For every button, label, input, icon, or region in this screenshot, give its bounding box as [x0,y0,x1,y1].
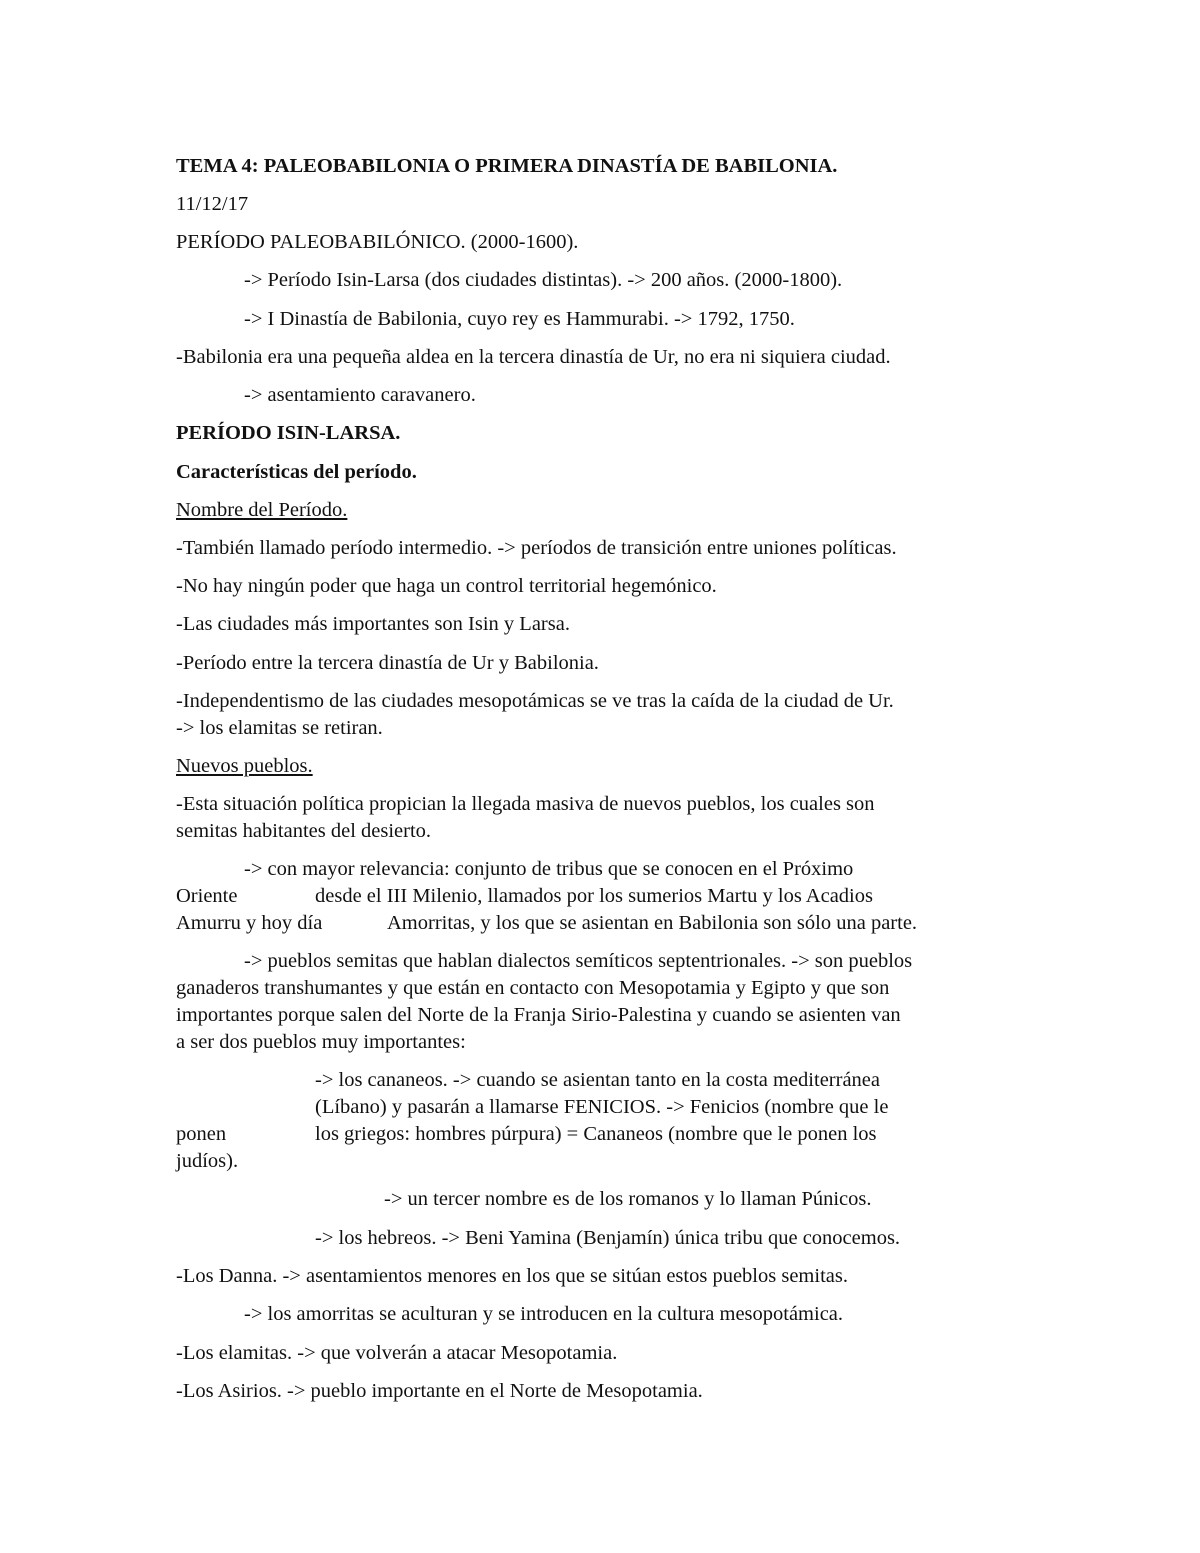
paragraph-line: -> los cananeos. -> cuando se asientan tanto en la costa mediterránea [315,1069,881,1091]
paragraph-line: -Babilonia era una pequeña aldea en la tercera dinastía de Ur, no era ni siquiera ciudad. [176,346,891,368]
paragraph-line: -Los elamitas. -> que volverán a atacar Mesopotamia. [176,1342,618,1364]
paragraph-line: los griegos: hombres púrpura) = Cananeos (nombre que le ponen los [315,1123,877,1145]
list-item: -Las ciudades más importantes son Isin y Larsa. [176,613,570,635]
paragraph-line: -> con mayor relevancia: conjunto de tribus que se conocen en el Próximo [244,858,854,880]
list-item: -No hay ningún poder que haga un control territorial hegemónico. [176,575,717,597]
paragraph-line: -Esta situación política propician la llegada masiva de nuevos pueblos, los cuales son [176,793,875,815]
list-item: -> los elamitas se retiran. [176,717,383,739]
paragraph-line: ponen [176,1123,227,1145]
paragraph-line: Oriente [176,885,238,907]
list-item: -También llamado período intermedio. -> períodos de transición entre uniones políticas. [176,537,897,559]
subsection-heading: Nombre del Período. [176,499,348,521]
subsection-heading: Características del período. [176,461,417,483]
paragraph-line: -Los Asirios. -> pueblo importante en el Norte de Mesopotamia. [176,1380,703,1402]
paragraph-line: judíos). [176,1150,239,1172]
paragraph-line: ganaderos transhumantes y que están en contacto con Mesopotamia y Egipto y que son [176,977,890,999]
paragraph-line: desde el III Milenio, llamados por los sumerios Martu y los Acadios [315,885,873,907]
list-item: -Período entre la tercera dinastía de Ur y Babilonia. [176,652,599,674]
section-heading: PERÍODO ISIN-LARSA. [176,422,401,444]
paragraph-line: Amorritas, y los que se asientan en Babilonia son sólo una parte. [387,912,918,934]
list-item: -Independentismo de las ciudades mesopotámicas se ve tras la caída de la ciudad de Ur. [176,690,894,712]
paragraph-line: Amurru y hoy día [176,912,323,934]
paragraph-line: -> asentamiento caravanero. [244,384,476,406]
period-heading: PERÍODO PALEOBABILÓNICO. (2000-1600). [176,231,579,253]
paragraph-line: -> un tercer nombre es de los romanos y lo llaman Púnicos. [384,1188,872,1210]
period-item: -> I Dinastía de Babilonia, cuyo rey es Hammurabi. -> 1792, 1750. [244,308,795,330]
paragraph-line: -> los amorritas se aculturan y se introducen en la cultura mesopotámica. [244,1303,844,1325]
paragraph-line: semitas habitantes del desierto. [176,820,432,842]
paragraph-line: -> los hebreos. -> Beni Yamina (Benjamín) única tribu que conocemos. [315,1227,901,1249]
document-title: TEMA 4: PALEOBABILONIA O PRIMERA DINASTÍA DE BABILONIA. [176,155,838,177]
period-item: -> Período Isin-Larsa (dos ciudades distintas). -> 200 años. (2000-1800). [244,269,843,291]
paragraph-line: (Líbano) y pasarán a llamarse FENICIOS. -> Fenicios (nombre que le [315,1096,889,1118]
paragraph-line: -> pueblos semitas que hablan dialectos semíticos septentrionales. -> son pueblos [244,950,913,972]
paragraph-line: a ser dos pueblos muy importantes: [176,1031,466,1053]
paragraph-line: importantes porque salen del Norte de la Franja Sirio-Palestina y cuando se asienten van [176,1004,901,1026]
subsection-heading: Nuevos pueblos. [176,755,313,777]
document-date: 11/12/17 [176,193,249,215]
paragraph-line: -Los Danna. -> asentamientos menores en los que se sitúan estos pueblos semitas. [176,1265,848,1287]
